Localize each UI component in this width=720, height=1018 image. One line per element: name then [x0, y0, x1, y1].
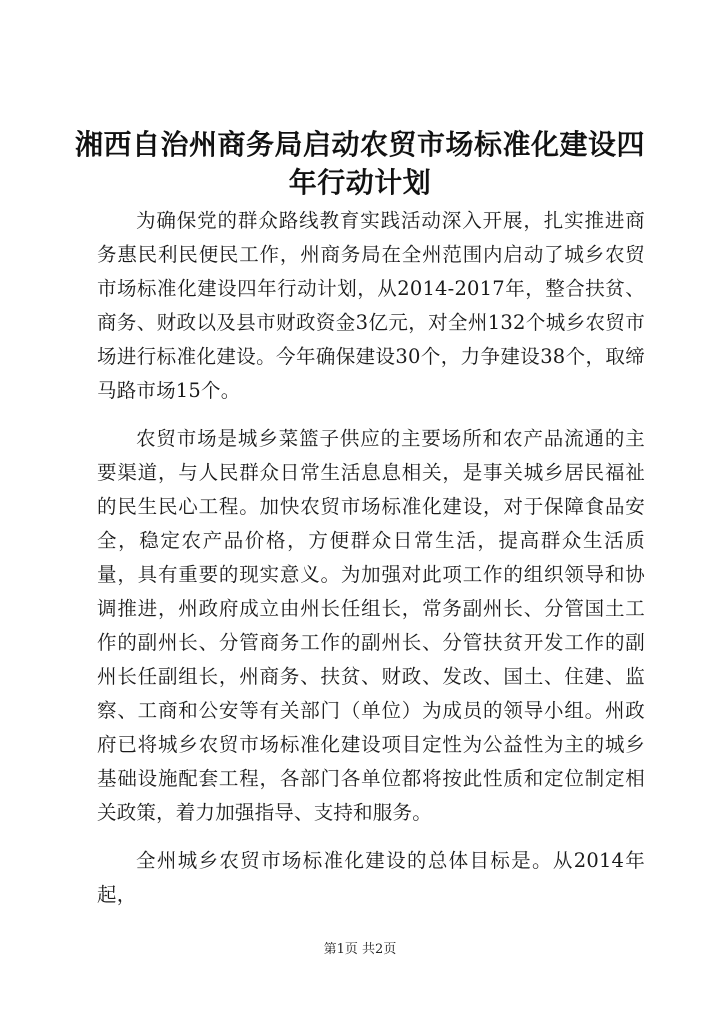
- paragraph-1: 为确保党的群众路线教育实践活动深入开展，扎实推进商务惠民利民便民工作，州商务局在全州范围内启动了城乡农贸市场标准化建设四年行动计划，从2014-2017年，整合扶贫、商务、财政以及县市财政资金3亿元，对全州132个城乡农贸市场进行标准化建设。今年确保建设30个，力争建设38个，取缔马路市场15个。: [97, 209, 645, 402]
- document-title: 湘西自治州商务局启动农贸市场标准化建设四年行动计划: [74, 128, 645, 199]
- paragraph-2: 农贸市场是城乡菜篮子供应的主要场所和农产品流通的主要渠道，与人民群众日常生活息息相关，是事关城乡居民福祉的民生民心工程。加快农贸市场标准化建设，对于保障食品安全，稳定农产品价格，方便群众日常生活，提高群众生活质量，具有重要的现实意义。为加强对此项工作的组织领导和协调推进，州政府成立由州长任组长，常务副州长、分管国土工作的副州长、分管商务工作的副州长、分管扶贫开发工作的副州长任副组长，州商务、扶贫、财政、发改、国土、住建、监察、工商和公安等有关部门（单位）为成员的领导小组。州政府已将城乡农贸市场标准化建设项目定性为公益性为主的城乡基础设施配套工程，各部门各单位都将按此性质和定位制定相关政策，着力加强指导、支持和服务。: [97, 427, 645, 824]
- document-body: [97, 204, 645, 912]
- paragraph-3: 全州城乡农贸市场标准化建设的总体目标是。从2014年起，: [97, 849, 645, 906]
- page-number-footer: 第1页 共2页: [323, 942, 397, 957]
